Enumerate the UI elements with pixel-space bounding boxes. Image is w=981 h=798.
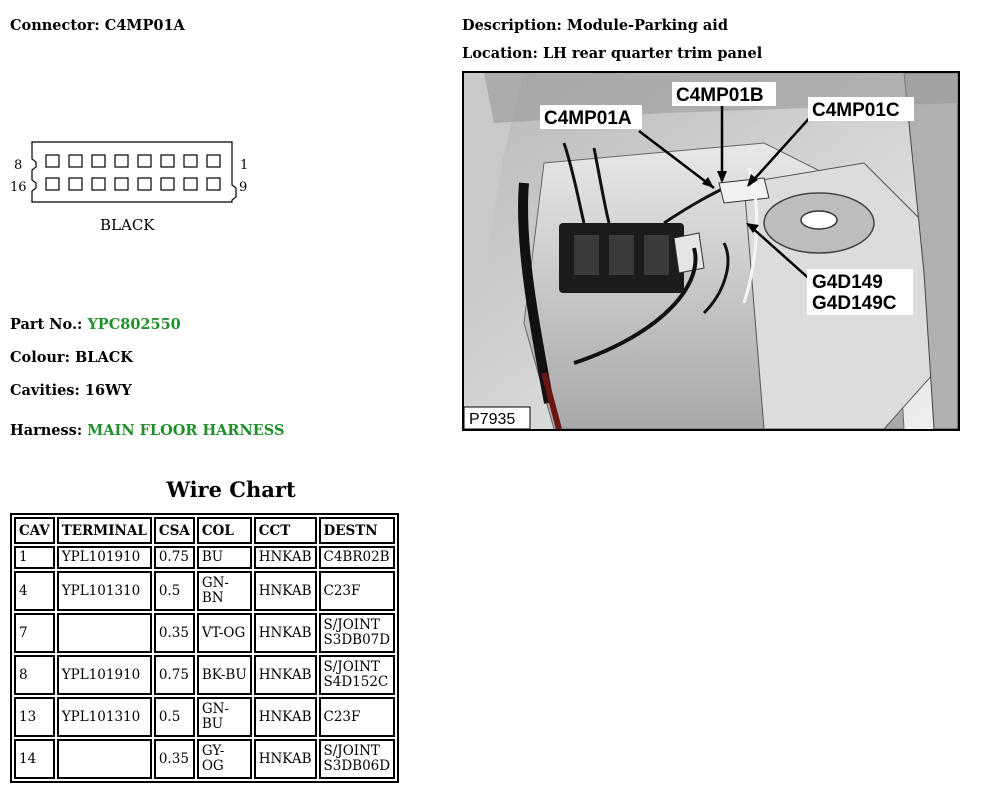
cell-destn: [319, 697, 396, 737]
header-cav: CAV: [14, 517, 55, 544]
location-field: [462, 45, 762, 62]
pin-cavity: [46, 178, 59, 190]
cell-cav: [14, 613, 55, 653]
pin-cavity: [138, 178, 151, 190]
cell-cav-text: 13: [19, 708, 37, 725]
location-label: Location:: [462, 45, 538, 62]
cell-terminal: [57, 571, 152, 611]
location-value: LH rear quarter trim panel: [542, 45, 763, 62]
pin-number-1: 1: [240, 158, 249, 173]
callout-c4mp01a: C4MP01A: [544, 108, 632, 129]
cell-csa-text: 0.5: [158, 708, 181, 725]
wire-chart-row: [14, 739, 395, 779]
pin-cavity: [69, 155, 82, 167]
callout-g4d149c: G4D149C: [812, 293, 897, 314]
pin-cavity: [161, 155, 174, 167]
pin-cavity: [69, 178, 82, 190]
connector-color-label: BLACK: [100, 216, 155, 234]
harness-field: [10, 422, 284, 439]
cell-cav: [14, 571, 55, 611]
pin-cavity: [92, 155, 105, 167]
pin-number-8: 8: [14, 158, 23, 173]
harness-label: Harness:: [10, 422, 83, 439]
cell-destn-text: S/JOINT: [323, 617, 380, 633]
cell-csa: [154, 739, 195, 779]
cell-cct-text: HNKAB: [258, 624, 312, 641]
wire-chart-row: [14, 697, 395, 737]
cell-col: [197, 613, 252, 653]
wire-chart-row: [14, 546, 395, 569]
description-label: Description:: [462, 17, 562, 34]
pin-cavity: [184, 155, 197, 167]
cell-col-text: BU: [201, 549, 224, 565]
part-number-link[interactable]: YPC802550: [87, 316, 181, 333]
cell-cav: [14, 546, 55, 569]
cell-col-text: VT-OG: [201, 624, 246, 641]
cell-destn: [319, 546, 396, 569]
cell-destn-text: S4D152C: [323, 674, 389, 690]
cell-cav-text: 8: [19, 666, 28, 683]
wire-chart-header-row: [14, 517, 395, 544]
cell-cct: [254, 613, 317, 653]
cell-col-text: BK-BU: [201, 666, 247, 683]
pin-cavity: [184, 178, 197, 190]
cell-col: [197, 571, 252, 611]
cell-cct: [254, 697, 317, 737]
cell-destn-text: S/JOINT: [323, 659, 380, 675]
cell-col-text: OG: [201, 758, 224, 774]
cell-cct: [254, 655, 317, 695]
cell-cav: [14, 655, 55, 695]
description-field: [462, 17, 728, 34]
cell-csa-text: 0.75: [158, 549, 189, 565]
wire-chart-table: [10, 513, 399, 783]
pin-cavity: [207, 155, 220, 167]
cell-col: [197, 655, 252, 695]
cell-col: [197, 546, 252, 569]
cell-cav: [14, 697, 55, 737]
header-csa: CSA: [154, 517, 195, 544]
callout-c4mp01c: C4MP01C: [812, 100, 900, 121]
part-number-field: [10, 316, 181, 333]
wire-chart-row: [14, 655, 395, 695]
cell-cct-text: HNKAB: [258, 582, 312, 599]
cell-cav-text: 7: [19, 624, 28, 641]
location-illustration: [464, 73, 958, 429]
cell-terminal: [57, 655, 152, 695]
cell-csa-text: 0.5: [158, 582, 181, 599]
cell-destn-text: C23F: [323, 582, 361, 599]
cell-csa: [154, 697, 195, 737]
cell-destn: [319, 739, 396, 779]
cell-csa: [154, 546, 195, 569]
cell-cct-text: HNKAB: [258, 549, 312, 565]
cell-cct-text: HNKAB: [258, 666, 312, 683]
cell-terminal: [57, 739, 152, 779]
connector-label: Connector:: [10, 17, 100, 34]
pin-number-9: 9: [239, 180, 248, 195]
header-cct: CCT: [254, 517, 317, 544]
cell-csa: [154, 655, 195, 695]
connector-value: C4MP01A: [104, 17, 185, 34]
callout-g4d149: G4D149: [812, 272, 883, 293]
pin-cavity: [138, 155, 151, 167]
cell-csa: [154, 613, 195, 653]
cell-terminal: [57, 613, 152, 653]
cell-col-text: BU: [201, 716, 224, 732]
connector-location-photo: [462, 71, 960, 431]
pin-cavity: [92, 178, 105, 190]
cell-terminal: [57, 546, 152, 569]
wire-chart-row: [14, 571, 395, 611]
cell-col-text: GY-: [201, 743, 225, 759]
pin-number-16: 16: [10, 180, 27, 195]
cell-destn-text: S/JOINT: [323, 743, 380, 759]
description-value: Module-Parking aid: [566, 17, 728, 34]
cell-cct: [254, 571, 317, 611]
pin-cavity: [46, 155, 59, 167]
pin-cavity: [207, 178, 220, 190]
cell-terminal-text: YPL101310: [61, 582, 141, 599]
cell-cav-text: 1: [19, 549, 28, 565]
callout-c4mp01b: C4MP01B: [676, 85, 764, 106]
cavities-value: 16WY: [84, 382, 132, 399]
pin-cavity: [115, 178, 128, 190]
cell-destn: [319, 613, 396, 653]
cell-col: [197, 739, 252, 779]
cell-cct: [254, 546, 317, 569]
cell-terminal-text: YPL101910: [61, 549, 141, 565]
connector-pinout-diagram: [8, 138, 258, 238]
harness-link[interactable]: MAIN FLOOR HARNESS: [87, 422, 285, 439]
cell-cct-text: HNKAB: [258, 708, 312, 725]
cavities-label: Cavities:: [10, 382, 80, 399]
cell-destn-text: S3DB07D: [323, 632, 391, 648]
cell-destn: [319, 571, 396, 611]
cell-destn-text: C23F: [323, 708, 361, 725]
cell-terminal-text: YPL101310: [61, 708, 141, 725]
wire-chart-title: Wire Chart: [166, 477, 296, 502]
wire-chart-row: [14, 613, 395, 653]
cell-csa-text: 0.35: [158, 750, 189, 767]
cell-csa: [154, 571, 195, 611]
part-number-label: Part No.:: [10, 316, 83, 333]
cell-destn-text: S3DB06D: [323, 758, 391, 774]
connector-field: [10, 17, 185, 34]
cavities-field: [10, 382, 132, 399]
cell-col: [197, 697, 252, 737]
photo-reference-label: P7935: [469, 411, 516, 428]
header-destn: DESTN: [319, 517, 396, 544]
colour-label: Colour:: [10, 349, 70, 366]
cell-cav-text: 14: [19, 750, 37, 767]
cell-cav-text: 4: [19, 582, 28, 599]
cell-col-text: BN: [201, 590, 224, 606]
cell-col-text: GN-: [201, 575, 229, 591]
pin-cavity: [161, 178, 174, 190]
cell-destn: [319, 655, 396, 695]
pin-cavity: [115, 155, 128, 167]
cell-col-text: GN-: [201, 701, 229, 717]
cell-csa-text: 0.35: [158, 624, 189, 641]
cell-cav: [14, 739, 55, 779]
cell-csa-text: 0.75: [158, 666, 189, 683]
cell-terminal-text: YPL101910: [61, 666, 141, 683]
colour-field: [10, 349, 133, 366]
cell-cct-text: HNKAB: [258, 750, 312, 767]
header-terminal: TERMINAL: [57, 517, 152, 544]
cell-terminal: [57, 697, 152, 737]
cell-cct: [254, 739, 317, 779]
cell-destn-text: C4BR02B: [323, 549, 390, 565]
header-col: COL: [197, 517, 252, 544]
colour-value: BLACK: [75, 349, 133, 366]
